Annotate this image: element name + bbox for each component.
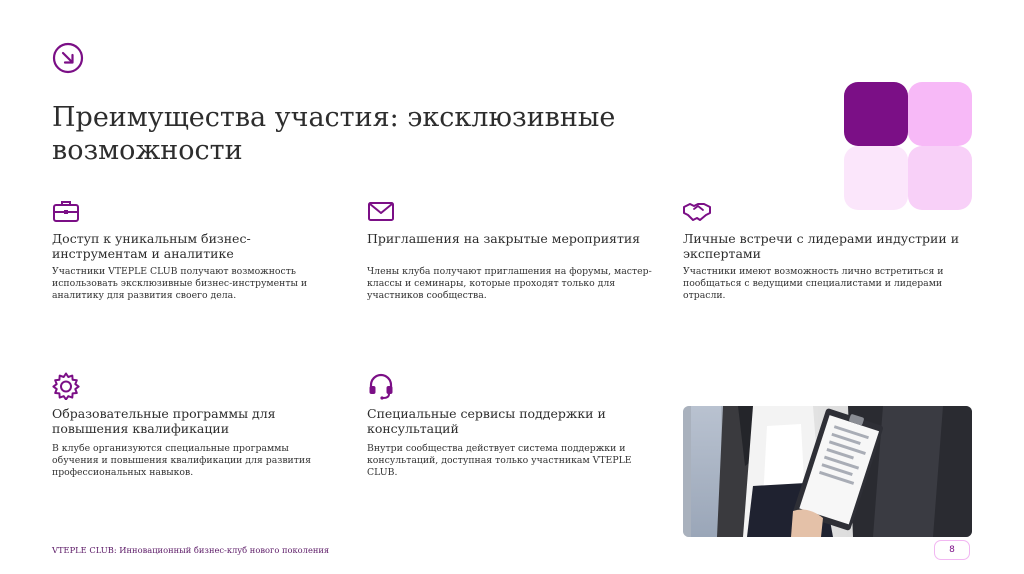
decorative-blocks [844, 82, 974, 212]
feature-education [52, 372, 342, 492]
feature-support [367, 372, 657, 492]
feature-title: Специальные сервисы поддержки и консультаций [367, 406, 606, 436]
feature-closed-events [367, 197, 657, 317]
gear-icon [52, 372, 80, 400]
headset-icon [367, 372, 395, 400]
feature-text: Члены клуба получают приглашения на форумы, мастер-классы и семинары, которые проходят только для участников сообщества. [367, 266, 652, 301]
feature-title: Личные встречи с лидерами индустрии и экспертами [683, 231, 960, 261]
business-photo [683, 406, 972, 537]
feature-text: В клубе организуются специальные программы обучения и повышения квалификации для развития профессиональных навыков. [52, 443, 311, 478]
feature-personal-meetings [683, 197, 973, 317]
arrow-down-right-circle-icon [52, 42, 84, 74]
feature-text: Внутри сообщества действует система поддержки и консультаций, доступная только участникам VTEPLE CLUB. [367, 443, 632, 478]
footer-text: VTEPLE CLUB: Инновационный бизнес-клуб нового поколения [52, 545, 330, 555]
block-light [908, 82, 972, 146]
feature-text: Участники имеют возможность лично встретиться и пообщаться с ведущими специалистами и лидерами отрасли. [683, 266, 944, 301]
feature-title: Доступ к уникальным бизнес-инструментам и аналитике [52, 231, 251, 261]
feature-business-tools [52, 197, 342, 317]
handshake-icon [683, 197, 711, 225]
feature-text: Участники VTEPLE CLUB получают возможность использовать эксклюзивные бизнес-инструменты и аналитику для развития своего дела. [52, 266, 308, 301]
feature-title: Образовательные программы для повышения квалификации [52, 406, 276, 436]
block-dark [844, 82, 908, 146]
envelope-icon [367, 197, 395, 225]
page-number: 8 [934, 540, 970, 560]
page-title: Преимущества участия: эксклюзивные возможности [52, 102, 616, 166]
photo-illustration [683, 406, 972, 537]
feature-title: Приглашения на закрытые мероприятия [367, 231, 641, 246]
briefcase-icon [52, 197, 80, 225]
